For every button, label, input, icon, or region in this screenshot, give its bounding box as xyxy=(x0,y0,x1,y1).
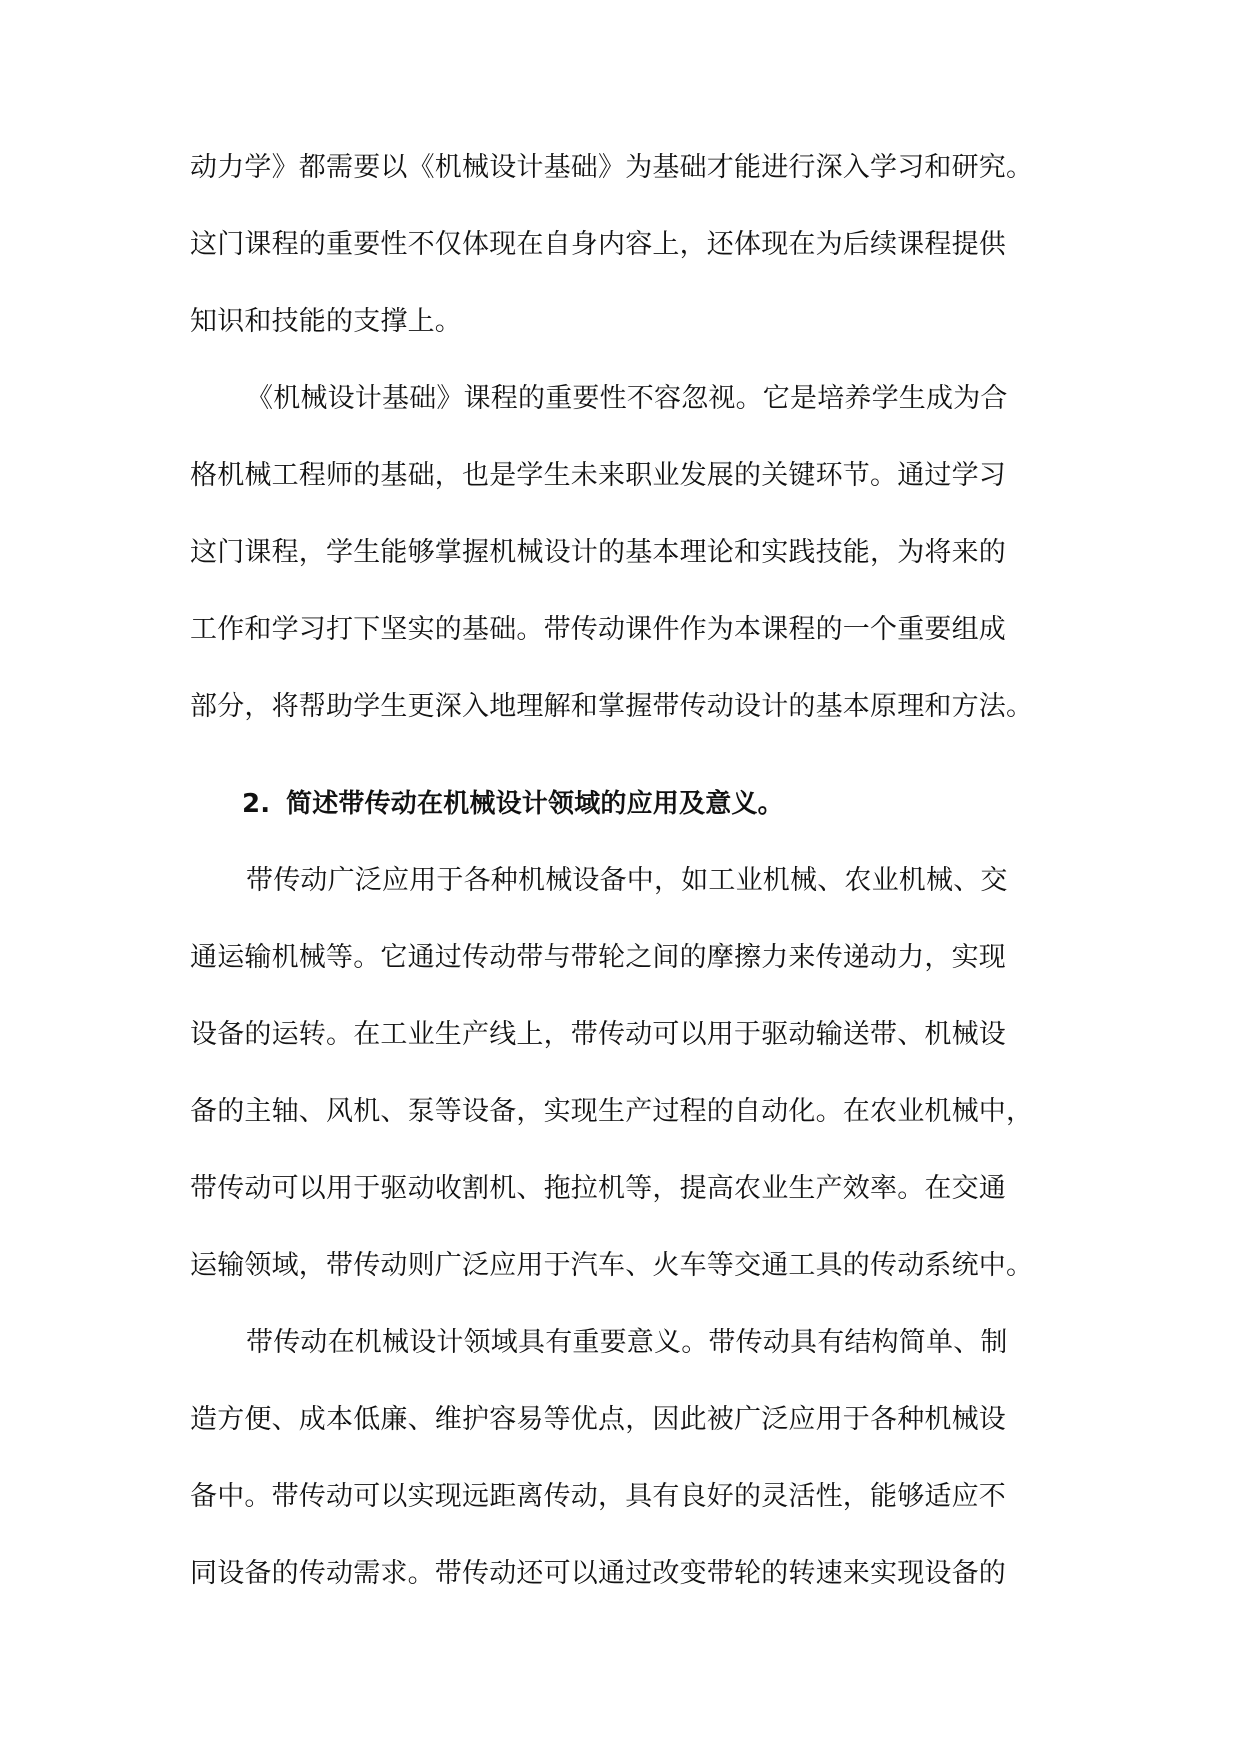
text-line: 工作和学习打下坚实的基础。带传动课件作为本课程的一个重要组成 xyxy=(190,614,1006,645)
paragraph-4 xyxy=(190,1313,1052,1621)
paragraph-1 xyxy=(190,138,1052,369)
text-line: 备中。带传动可以实现远距离传动，具有良好的灵活性，能够适应不 xyxy=(190,1481,1006,1512)
section-heading xyxy=(190,774,1052,851)
text-line: 动力学》都需要以《机械设计基础》为基础才能进行深入学习和研究。 xyxy=(190,152,1034,183)
document-body xyxy=(190,138,1052,1621)
text-line: 通运输机械等。它通过传动带与带轮之间的摩擦力来传递动力，实现 xyxy=(190,942,1006,973)
text-line: 带传动在机械设计领域具有重要意义。带传动具有结构简单、制 xyxy=(246,1327,1008,1358)
text-line: 备的主轴、风机、泵等设备，实现生产过程的自动化。在农业机械中， xyxy=(190,1096,1034,1127)
text-line: 带传动广泛应用于各种机械设备中，如工业机械、农业机械、交 xyxy=(246,865,1008,896)
text-line: 知识和技能的支撑上。 xyxy=(190,306,462,337)
text-line: 这门课程，学生能够掌握机械设计的基本理论和实践技能，为将来的 xyxy=(190,537,1006,568)
section-number: 2. xyxy=(242,789,271,819)
section-title: 简述带传动在机械设计领域的应用及意义。 xyxy=(286,789,784,819)
text-line: 同设备的传动需求。带传动还可以通过改变带轮的转速来实现设备的 xyxy=(190,1558,1006,1589)
text-line: 运输领域，带传动则广泛应用于汽车、火车等交通工具的传动系统中。 xyxy=(190,1250,1034,1281)
text-line: 这门课程的重要性不仅体现在自身内容上，还体现在为后续课程提供 xyxy=(190,229,1006,260)
text-line: 部分，将帮助学生更深入地理解和掌握带传动设计的基本原理和方法。 xyxy=(190,691,1034,722)
text-line: 设备的运转。在工业生产线上，带传动可以用于驱动输送带、机械设 xyxy=(190,1019,1006,1050)
spacer xyxy=(190,754,1052,774)
paragraph-2 xyxy=(190,369,1052,754)
text-line: 《机械设计基础》课程的重要性不容忽视。它是培养学生成为合 xyxy=(246,383,1008,414)
text-line: 造方便、成本低廉、维护容易等优点，因此被广泛应用于各种机械设 xyxy=(190,1404,1006,1435)
text-line: 格机械工程师的基础，也是学生未来职业发展的关键环节。通过学习 xyxy=(190,460,1006,491)
text-line: 带传动可以用于驱动收割机、拖拉机等，提高农业生产效率。在交通 xyxy=(190,1173,1006,1204)
paragraph-3 xyxy=(190,851,1052,1313)
